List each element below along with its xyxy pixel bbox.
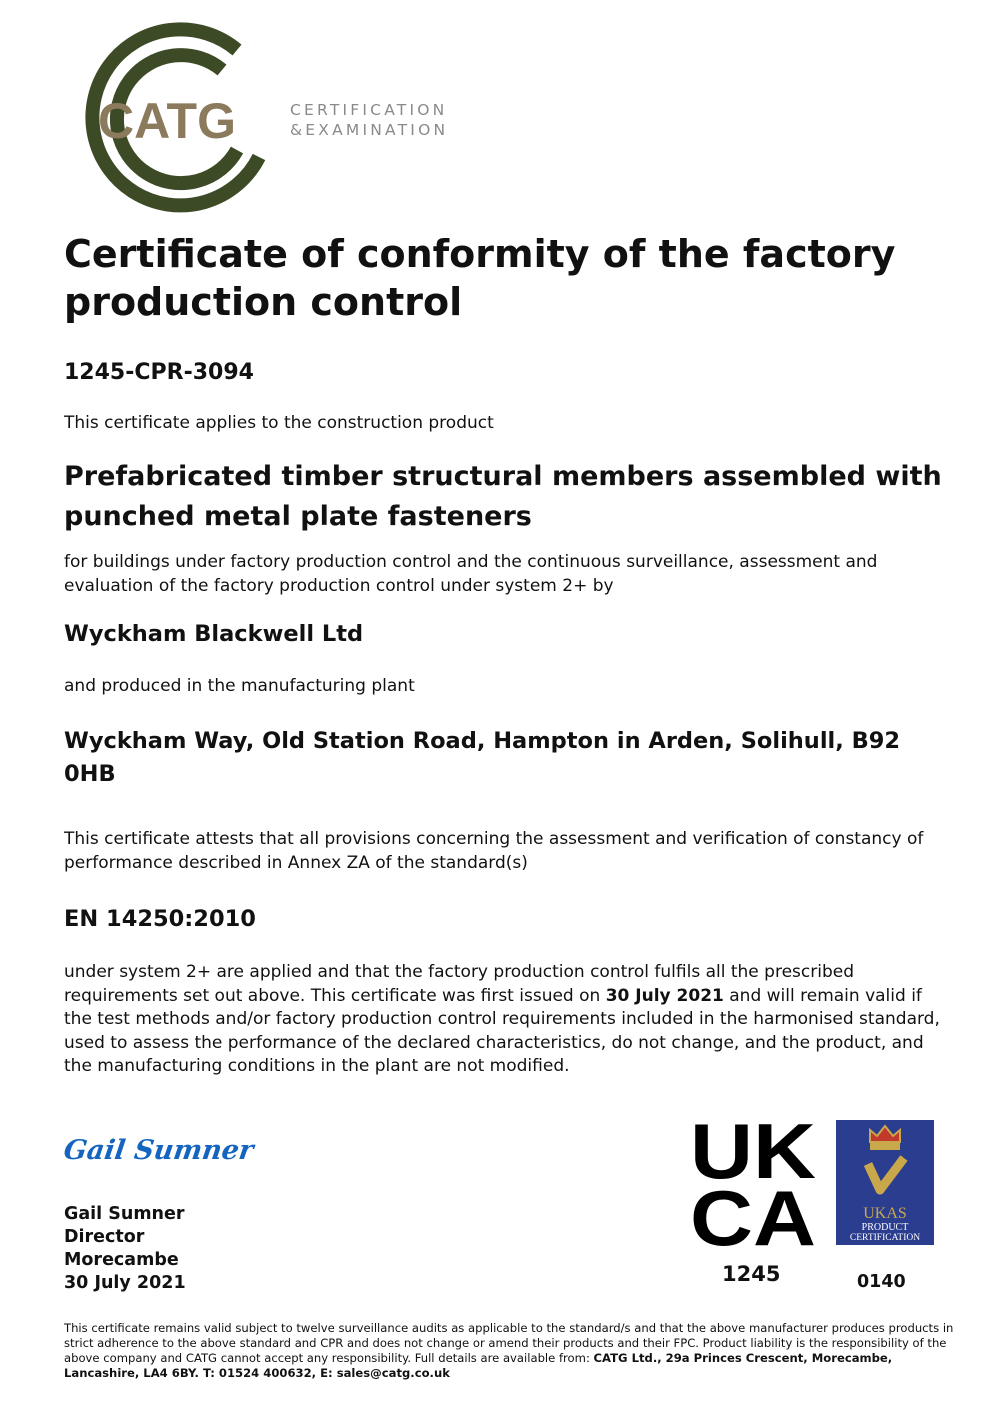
catg-logo-mark: CATG [98, 93, 236, 149]
signer-place: Morecambe [64, 1250, 179, 1270]
attest-text: This certificate attests that all provisions concerning the assessment and verification of constancy of performance described in Annex ZA of the standard(s) [64, 829, 924, 873]
closing-text [64, 961, 944, 1079]
footer-contact: CATG Ltd., 29a Princes Crescent, Morecambe, Lancashire, LA4 6BY. T: 01524 400632, E: sales@catg.co.uk [64, 1351, 893, 1380]
signer-block [64, 1203, 186, 1295]
page-title: Certificate of conformity of the factory production control [64, 232, 896, 324]
ukca-line-1: UK [690, 1118, 816, 1195]
signer-role: Director [64, 1227, 145, 1247]
issue-date: 30 July 2021 [605, 985, 724, 1006]
ukas-label: UKAS [863, 1205, 907, 1222]
ukas-number: 0140 [857, 1272, 906, 1292]
scope-text: for buildings under factory production control and the continuous surveillance, assessment and evaluation of the factory production control under system 2+ by [64, 552, 878, 596]
footer-text [64, 1321, 954, 1381]
closing-part-2: and will remain valid if the test methods and/or factory production control requirements included in the harmonised standard, used to assess the performance of the declared characteristics, do not change, and the product, and the manufacturing conditions in the plant are not modified. [64, 985, 940, 1076]
standard: EN 14250:2010 [64, 906, 256, 932]
intro-text: This certificate applies to the construction product [64, 413, 494, 433]
plant-intro: and produced in the manufacturing plant [64, 676, 415, 696]
logo-line-2: &EXAMINATION [290, 121, 449, 139]
logo-wordmark [290, 100, 448, 140]
ukas-label-2: PRODUCT [861, 1222, 909, 1233]
ukas-mark [836, 1120, 934, 1245]
footer-body: This certificate remains valid subject to twelve surveillance audits as applicable to the standard/s and that the above manufacturer produces products in strict adherence to the above standard and CPR and does not change or amend their products and their FPC. Product liability is the responsibility of the above company and CATG cannot accept any responsibility. Full details are available from: [64, 1321, 954, 1365]
closing-part-1: under system 2+ are applied and that the factory production control fulfils all the prescribed requirements set out above. This certificate was first issued on [64, 962, 854, 1006]
product-name: Prefabricated timber structural members assembled with punched metal plate fasteners [64, 461, 942, 532]
signer-date: 30 July 2021 [64, 1273, 186, 1293]
ukca-number: 1245 [722, 1262, 781, 1286]
signer-name: Gail Sumner [64, 1204, 185, 1224]
signature: Gail Sumner [61, 1135, 256, 1166]
plant-address: Wyckham Way, Old Station Road, Hampton in Arden, Solihull, B92 0HB [64, 728, 901, 787]
logo-line-1: CERTIFICATION [290, 101, 448, 119]
ukca-mark [690, 1118, 818, 1248]
ukas-label-3: CERTIFICATION [849, 1233, 921, 1243]
certificate-number: 1245-CPR-3094 [64, 360, 254, 385]
manufacturer-name: Wyckham Blackwell Ltd [64, 621, 364, 647]
catg-logo [72, 22, 277, 217]
ukca-line-2: CA [690, 1174, 816, 1248]
